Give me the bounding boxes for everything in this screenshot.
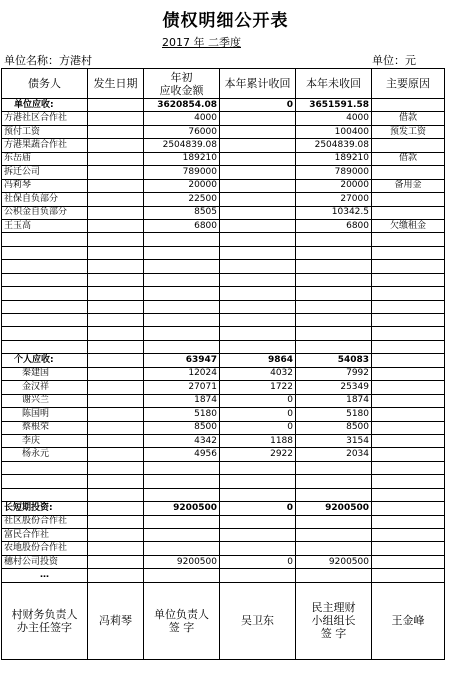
date-cell	[88, 354, 144, 367]
outstanding-cell: 8500	[296, 421, 372, 434]
date-cell	[88, 408, 144, 421]
empty-cell	[372, 233, 445, 246]
date-cell	[88, 434, 144, 447]
debtor-cell: 方港果蔬合作社	[2, 139, 88, 152]
begin-amount-cell: 20000	[144, 179, 220, 192]
begin-amount-cell: 3620854.08	[144, 99, 220, 112]
recovered-cell	[220, 219, 296, 232]
recovered-cell: 0	[220, 555, 296, 568]
empty-cell	[296, 569, 372, 582]
header-begin-amount: 年初 应收金额	[144, 69, 220, 99]
finance-head-name: 冯莉琴	[88, 582, 144, 659]
debtor-cell: 冯莉琴	[2, 179, 88, 192]
debtor-cell: 东岳庙	[2, 152, 88, 165]
ellipsis-cell: …	[2, 569, 88, 582]
date-cell	[88, 515, 144, 528]
empty-cell	[2, 233, 88, 246]
reason-cell	[372, 354, 445, 367]
reason-cell	[372, 408, 445, 421]
date-cell	[88, 206, 144, 219]
empty-cell	[88, 569, 144, 582]
empty-cell	[2, 488, 88, 501]
empty-cell	[144, 569, 220, 582]
empty-cell	[88, 287, 144, 300]
empty-cell	[2, 314, 88, 327]
reason-cell	[372, 394, 445, 407]
empty-cell	[88, 273, 144, 286]
empty-cell	[220, 475, 296, 488]
begin-amount-cell: 5180	[144, 408, 220, 421]
empty-cell	[220, 300, 296, 313]
begin-amount-cell: 6800	[144, 219, 220, 232]
table-row	[2, 434, 445, 447]
reason-cell	[372, 421, 445, 434]
table-row	[2, 193, 445, 206]
begin-amount-cell: 4000	[144, 112, 220, 125]
reason-cell	[372, 542, 445, 555]
signature-row	[2, 582, 445, 659]
recovered-cell: 1188	[220, 434, 296, 447]
unit-head-label: 单位负责人 签 字	[144, 582, 220, 659]
section-total-row	[2, 99, 445, 112]
empty-cell	[2, 246, 88, 259]
empty-cell	[296, 488, 372, 501]
empty-cell	[2, 461, 88, 474]
empty-cell	[372, 314, 445, 327]
debt-detail-table	[1, 68, 445, 660]
empty-cell	[372, 300, 445, 313]
empty-cell	[2, 260, 88, 273]
date-cell	[88, 152, 144, 165]
debtor-cell: 农地股份合作社	[2, 542, 88, 555]
table-row	[2, 139, 445, 152]
reason-cell: 借款	[372, 112, 445, 125]
empty-cell	[88, 327, 144, 340]
outstanding-cell: 3154	[296, 434, 372, 447]
recovered-cell	[220, 125, 296, 138]
empty-cell	[296, 287, 372, 300]
empty-cell	[144, 246, 220, 259]
empty-row	[2, 475, 445, 488]
reason-cell	[372, 206, 445, 219]
recovered-cell	[220, 166, 296, 179]
debtor-cell: 穗村公司投资	[2, 555, 88, 568]
recovered-cell	[220, 515, 296, 528]
table-row	[2, 152, 445, 165]
header-row	[2, 69, 445, 99]
empty-cell	[88, 246, 144, 259]
outstanding-cell: 4000	[296, 112, 372, 125]
recovered-cell	[220, 542, 296, 555]
debtor-cell: 蔡根荣	[2, 421, 88, 434]
empty-cell	[2, 273, 88, 286]
date-cell	[88, 193, 144, 206]
recovered-cell	[220, 112, 296, 125]
header-recovered: 本年累计收回	[220, 69, 296, 99]
debtor-cell: 陈国明	[2, 408, 88, 421]
date-cell	[88, 529, 144, 542]
empty-cell	[2, 340, 88, 353]
debtor-cell: 预付工资	[2, 125, 88, 138]
debtor-cell: 金汉祥	[2, 381, 88, 394]
outstanding-cell: 54083	[296, 354, 372, 367]
empty-cell	[88, 488, 144, 501]
empty-cell	[144, 488, 220, 501]
empty-cell	[296, 260, 372, 273]
table-row	[2, 394, 445, 407]
empty-row	[2, 246, 445, 259]
section-label: 长短期投资:	[2, 502, 88, 515]
reason-cell	[372, 139, 445, 152]
outstanding-cell: 2504839.08	[296, 139, 372, 152]
table-row	[2, 421, 445, 434]
reason-cell	[372, 99, 445, 112]
empty-cell	[220, 246, 296, 259]
table-row	[2, 529, 445, 542]
table-row	[2, 112, 445, 125]
empty-cell	[144, 300, 220, 313]
empty-cell	[220, 314, 296, 327]
reason-cell	[372, 448, 445, 461]
empty-cell	[220, 327, 296, 340]
finance-group-name: 王金峰	[372, 582, 445, 659]
outstanding-cell: 9200500	[296, 555, 372, 568]
ellipsis-row	[2, 569, 445, 582]
reason-cell: 借款	[372, 152, 445, 165]
begin-amount-cell	[144, 529, 220, 542]
empty-cell	[296, 273, 372, 286]
date-cell	[88, 394, 144, 407]
empty-cell	[372, 488, 445, 501]
outstanding-cell: 2034	[296, 448, 372, 461]
empty-row	[2, 488, 445, 501]
finance-head-label: 村财务负责人 办主任签字	[2, 582, 88, 659]
empty-cell	[220, 273, 296, 286]
table-row	[2, 219, 445, 232]
empty-cell	[88, 340, 144, 353]
table-row	[2, 179, 445, 192]
recovered-cell	[220, 139, 296, 152]
recovered-cell: 0	[220, 99, 296, 112]
empty-cell	[144, 475, 220, 488]
debtor-cell: 秦建国	[2, 367, 88, 380]
empty-cell	[88, 300, 144, 313]
empty-row	[2, 461, 445, 474]
empty-cell	[220, 287, 296, 300]
date-cell	[88, 166, 144, 179]
recovered-cell	[220, 193, 296, 206]
outstanding-cell	[296, 542, 372, 555]
empty-cell	[2, 300, 88, 313]
empty-cell	[144, 260, 220, 273]
recovered-cell: 0	[220, 408, 296, 421]
debtor-cell: 方港社区合作社	[2, 112, 88, 125]
date-cell	[88, 381, 144, 394]
empty-cell	[220, 233, 296, 246]
header-debtor: 债务人	[2, 69, 88, 99]
page-title: 债权明细公开表	[162, 11, 289, 31]
reason-cell	[372, 193, 445, 206]
empty-cell	[144, 233, 220, 246]
date-cell	[88, 99, 144, 112]
empty-cell	[220, 488, 296, 501]
debtor-cell: 李庆	[2, 434, 88, 447]
reason-cell	[372, 381, 445, 394]
empty-cell	[144, 287, 220, 300]
reason-cell: 欠缴租金	[372, 219, 445, 232]
debtor-cell: 社区股份合作社	[2, 515, 88, 528]
empty-row	[2, 233, 445, 246]
table-row	[2, 448, 445, 461]
debtor-cell: 杨永元	[2, 448, 88, 461]
date-cell	[88, 125, 144, 138]
header-date: 发生日期	[88, 69, 144, 99]
empty-cell	[296, 327, 372, 340]
table-row	[2, 206, 445, 219]
date-cell	[88, 112, 144, 125]
table-row	[2, 125, 445, 138]
recovered-cell	[220, 206, 296, 219]
empty-cell	[144, 327, 220, 340]
date-cell	[88, 502, 144, 515]
date-cell	[88, 179, 144, 192]
recovered-cell	[220, 152, 296, 165]
empty-cell	[296, 314, 372, 327]
recovered-cell: 1722	[220, 381, 296, 394]
date-cell	[88, 542, 144, 555]
reason-cell: 备用金	[372, 179, 445, 192]
section-label: 单位应收:	[2, 99, 88, 112]
begin-amount-cell: 12024	[144, 367, 220, 380]
debtor-cell: 公积金自负部分	[2, 206, 88, 219]
date-cell	[88, 555, 144, 568]
reason-cell	[372, 434, 445, 447]
reason-cell	[372, 367, 445, 380]
empty-cell	[296, 461, 372, 474]
date-cell	[88, 448, 144, 461]
empty-cell	[2, 327, 88, 340]
outstanding-cell: 25349	[296, 381, 372, 394]
empty-cell	[296, 233, 372, 246]
table-row	[2, 381, 445, 394]
recovered-cell	[220, 179, 296, 192]
empty-row	[2, 287, 445, 300]
empty-cell	[296, 300, 372, 313]
begin-amount-cell	[144, 515, 220, 528]
empty-cell	[220, 340, 296, 353]
recovered-cell: 0	[220, 502, 296, 515]
reason-cell	[372, 502, 445, 515]
debtor-cell: 富民合作社	[2, 529, 88, 542]
empty-cell	[372, 260, 445, 273]
debtor-cell: 社保自负部分	[2, 193, 88, 206]
begin-amount-cell: 1874	[144, 394, 220, 407]
currency-unit: 单位：元	[372, 54, 416, 67]
empty-row	[2, 327, 445, 340]
header-reason: 主要原因	[372, 69, 445, 99]
report-period: 2017 年 二季度	[162, 36, 241, 49]
empty-cell	[220, 260, 296, 273]
empty-cell	[372, 461, 445, 474]
recovered-cell: 2922	[220, 448, 296, 461]
empty-cell	[296, 475, 372, 488]
debtor-cell: 拆迁公司	[2, 166, 88, 179]
outstanding-cell: 189210	[296, 152, 372, 165]
empty-cell	[372, 327, 445, 340]
reason-cell	[372, 555, 445, 568]
table-row	[2, 542, 445, 555]
empty-cell	[144, 314, 220, 327]
unit-head-name: 吴卫东	[220, 582, 296, 659]
begin-amount-cell: 789000	[144, 166, 220, 179]
reason-cell	[372, 515, 445, 528]
section-total-row	[2, 502, 445, 515]
empty-row	[2, 340, 445, 353]
empty-row	[2, 300, 445, 313]
reason-cell	[372, 166, 445, 179]
empty-cell	[220, 569, 296, 582]
table-row	[2, 515, 445, 528]
date-cell	[88, 367, 144, 380]
empty-cell	[220, 461, 296, 474]
empty-cell	[372, 475, 445, 488]
begin-amount-cell: 4956	[144, 448, 220, 461]
begin-amount-cell: 27071	[144, 381, 220, 394]
begin-amount-cell: 76000	[144, 125, 220, 138]
empty-cell	[144, 461, 220, 474]
outstanding-cell: 100400	[296, 125, 372, 138]
begin-amount-cell: 9200500	[144, 555, 220, 568]
empty-cell	[372, 273, 445, 286]
empty-cell	[296, 340, 372, 353]
debtor-cell: 王玉高	[2, 219, 88, 232]
empty-cell	[144, 340, 220, 353]
empty-cell	[88, 260, 144, 273]
empty-row	[2, 273, 445, 286]
begin-amount-cell: 8500	[144, 421, 220, 434]
outstanding-cell	[296, 529, 372, 542]
begin-amount-cell: 8505	[144, 206, 220, 219]
table-row	[2, 408, 445, 421]
outstanding-cell: 27000	[296, 193, 372, 206]
finance-group-label: 民主理财 小组组长 签 字	[296, 582, 372, 659]
recovered-cell: 4032	[220, 367, 296, 380]
empty-cell	[2, 475, 88, 488]
outstanding-cell: 20000	[296, 179, 372, 192]
recovered-cell	[220, 529, 296, 542]
empty-cell	[296, 246, 372, 259]
recovered-cell: 0	[220, 421, 296, 434]
header-outstanding: 本年未收回	[296, 69, 372, 99]
begin-amount-cell: 63947	[144, 354, 220, 367]
begin-amount-cell: 189210	[144, 152, 220, 165]
outstanding-cell	[296, 515, 372, 528]
empty-row	[2, 314, 445, 327]
empty-cell	[372, 246, 445, 259]
empty-cell	[372, 569, 445, 582]
section-label: 个人应收:	[2, 354, 88, 367]
outstanding-cell: 1874	[296, 394, 372, 407]
outstanding-cell: 3651591.58	[296, 99, 372, 112]
empty-cell	[372, 287, 445, 300]
outstanding-cell: 6800	[296, 219, 372, 232]
begin-amount-cell: 4342	[144, 434, 220, 447]
date-cell	[88, 421, 144, 434]
empty-row	[2, 260, 445, 273]
date-cell	[88, 139, 144, 152]
begin-amount-cell: 2504839.08	[144, 139, 220, 152]
reason-cell: 预发工资	[372, 125, 445, 138]
outstanding-cell: 789000	[296, 166, 372, 179]
table-row	[2, 367, 445, 380]
empty-cell	[88, 475, 144, 488]
empty-cell	[372, 340, 445, 353]
outstanding-cell: 9200500	[296, 502, 372, 515]
empty-cell	[88, 233, 144, 246]
empty-cell	[144, 273, 220, 286]
outstanding-cell: 7992	[296, 367, 372, 380]
recovered-cell: 0	[220, 394, 296, 407]
reason-cell	[372, 529, 445, 542]
unit-name: 单位名称：方港村	[4, 54, 92, 67]
empty-cell	[88, 461, 144, 474]
outstanding-cell: 10342.5	[296, 206, 372, 219]
begin-amount-cell: 22500	[144, 193, 220, 206]
begin-amount-cell	[144, 542, 220, 555]
table-row	[2, 166, 445, 179]
empty-cell	[88, 314, 144, 327]
debtor-cell: 谢兴兰	[2, 394, 88, 407]
date-cell	[88, 219, 144, 232]
empty-cell	[2, 287, 88, 300]
table-row	[2, 555, 445, 568]
begin-amount-cell: 9200500	[144, 502, 220, 515]
outstanding-cell: 5180	[296, 408, 372, 421]
recovered-cell: 9864	[220, 354, 296, 367]
section-total-row	[2, 354, 445, 367]
